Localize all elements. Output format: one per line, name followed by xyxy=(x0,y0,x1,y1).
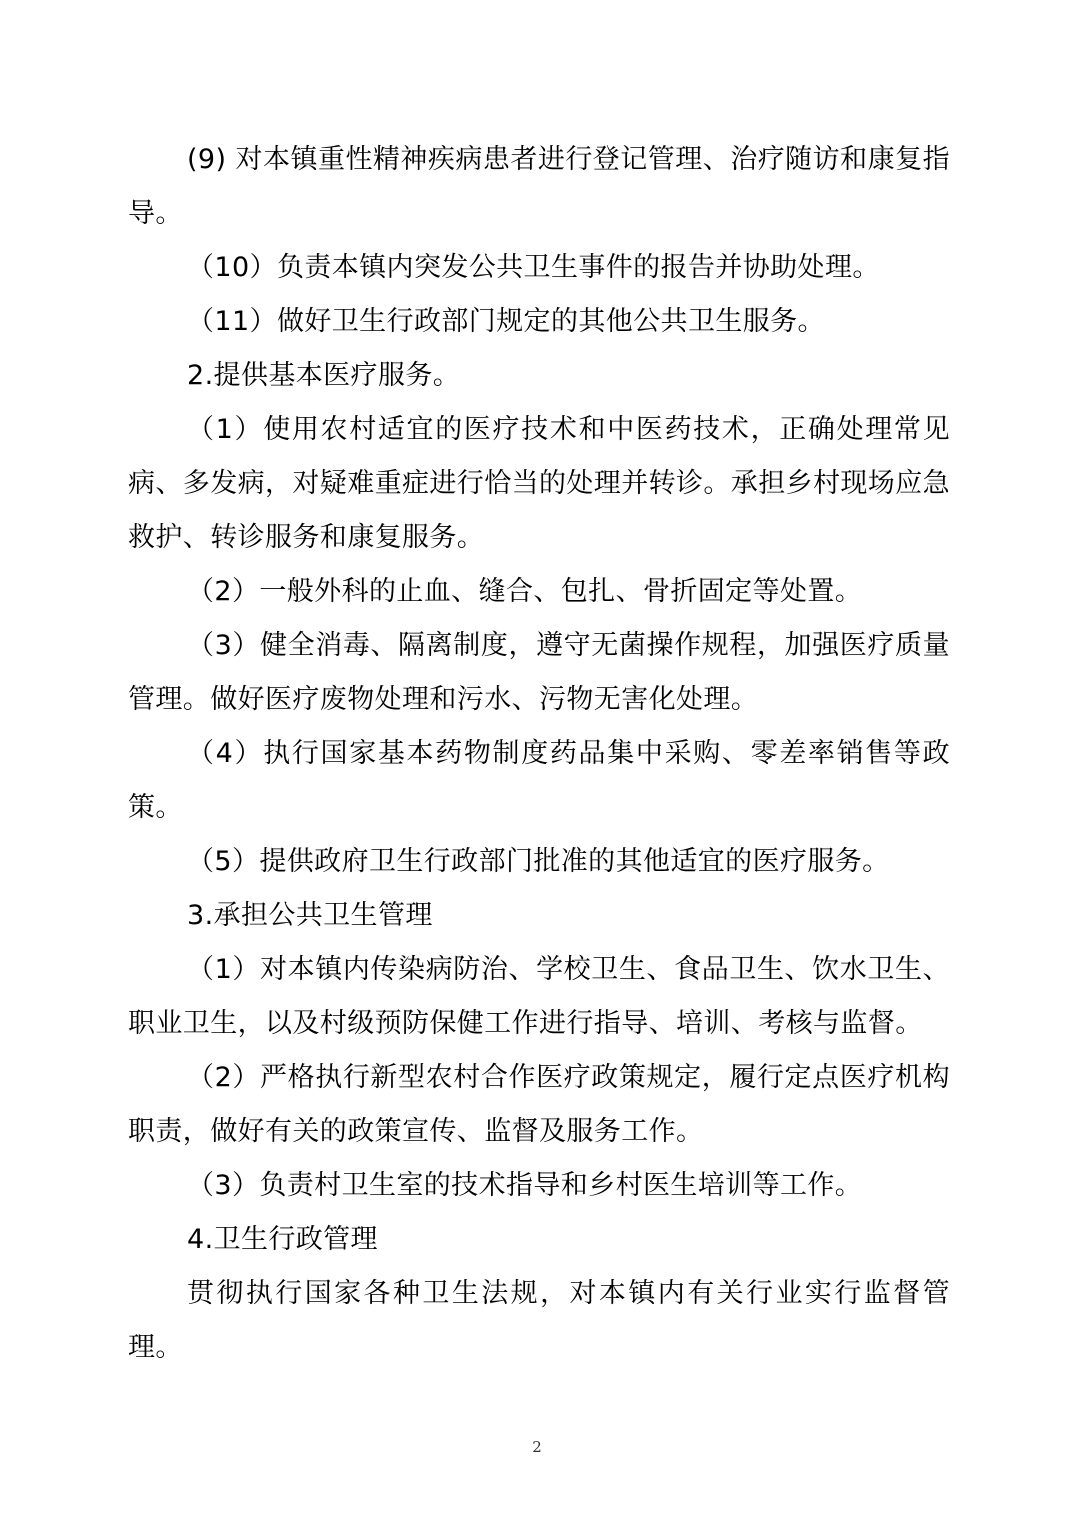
paragraph-item-11: （11）做好卫生行政部门规定的其他公共卫生服务。 xyxy=(187,306,825,337)
paragraph-medical-1: （1）使用农村适宜的医疗技术和中医药技术，正确处理常见病、多发病，对疑难重症进行恰当的处理并转诊。承担乡村现场应急救护、转诊服务和康复服务。 xyxy=(128,414,950,553)
section-heading-basic-medical: 2.提供基本医疗服务。 xyxy=(187,360,461,391)
page-number: 2 xyxy=(532,1438,542,1456)
document-body xyxy=(128,133,950,1375)
paragraph-public-health-3: （3）负责村卫生室的技术指导和乡村医生培训等工作。 xyxy=(187,1170,863,1201)
paragraph-medical-2: （2）一般外科的止血、缝合、包扎、骨折固定等处置。 xyxy=(187,576,863,607)
paragraph-public-health-1: （1）对本镇内传染病防治、学校卫生、食品卫生、饮水卫生、职业卫生，以及村级预防保健工作进行指导、培训、考核与监督。 xyxy=(128,954,950,1039)
paragraph-administration: 贯彻执行国家各种卫生法规，对本镇内有关行业实行监督管理。 xyxy=(128,1278,950,1363)
paragraph-item-10: （10）负责本镇内突发公共卫生事件的报告并协助处理。 xyxy=(187,252,880,283)
section-heading-administration: 4.卫生行政管理 xyxy=(187,1224,378,1255)
paragraph-medical-3: （3）健全消毒、隔离制度，遵守无菌操作规程，加强医疗质量管理。做好医疗废物处理和污水、污物无害化处理。 xyxy=(128,630,950,715)
paragraph-public-health-2: （2）严格执行新型农村合作医疗政策规定，履行定点医疗机构职责，做好有关的政策宣传、监督及服务工作。 xyxy=(128,1062,950,1147)
paragraph-medical-5: （5）提供政府卫生行政部门批准的其他适宜的医疗服务。 xyxy=(187,846,890,877)
section-heading-public-health: 3.承担公共卫生管理 xyxy=(187,900,433,931)
paragraph-medical-4: （4）执行国家基本药物制度药品集中采购、零差率销售等政策。 xyxy=(128,738,950,823)
paragraph-item-9: (9) 对本镇重性精神疾病患者进行登记管理、治疗随访和康复指导。 xyxy=(128,144,950,229)
